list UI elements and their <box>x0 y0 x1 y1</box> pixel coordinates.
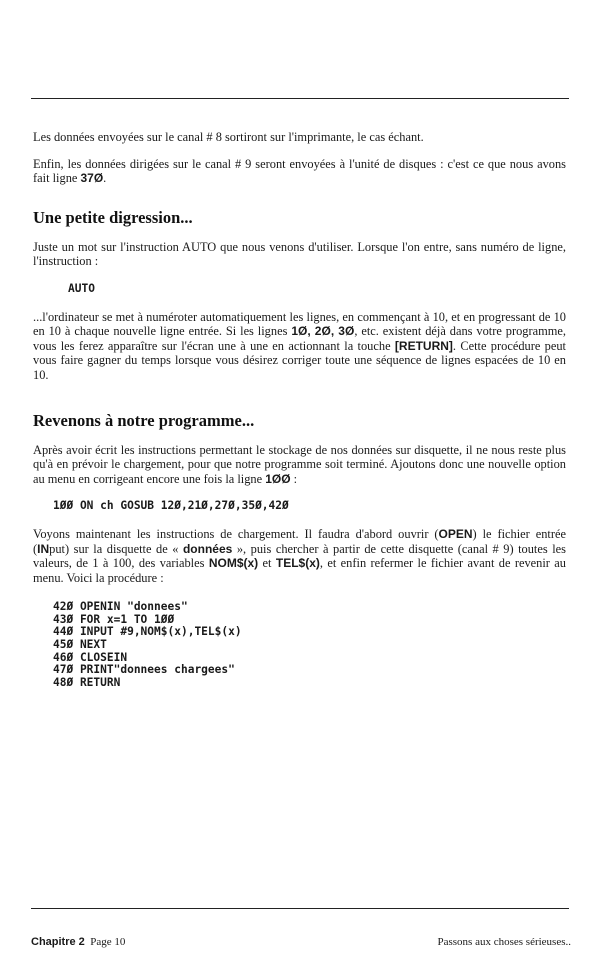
bottom-rule <box>31 908 569 909</box>
paragraph-auto-explain <box>33 310 566 383</box>
footer-left <box>31 936 125 948</box>
p6-donnees: données <box>182 541 233 556</box>
p6-in: IN <box>37 541 50 556</box>
p2-line-number: 37Ø <box>80 171 104 186</box>
code-auto: AUTO <box>68 281 95 295</box>
heading-digression: Une petite digression... <box>33 207 193 227</box>
p5-text-a: Après avoir écrit les instructions permettant le stockage de nos données sur disquette, il ne nous reste plus qu'à en prévoir le chargement, pour que notre programme soit terminé. Ajoutons donc une nouvelle option au menu en corrigeant encore une fois la ligne <box>33 442 566 486</box>
p5-text-b: : <box>290 471 298 486</box>
page-body <box>33 130 566 689</box>
p2-text: Enfin, les données dirigées sur le canal # 9 seront envoyées à l'unité de disques : c'est ce que nous avons fait ligne <box>33 156 566 186</box>
p6-text-c: put) sur la disquette de « <box>49 541 183 556</box>
p5-line-number: 1ØØ <box>265 471 291 486</box>
paragraph-canal-9 <box>33 157 566 186</box>
paragraph-auto-intro: Juste un mot sur l'instruction AUTO que nous venons d'utiliser. Lorsque l'on entre, sans numéro de ligne, l'instruction : <box>33 239 566 269</box>
top-rule <box>31 98 569 99</box>
p4-return-key: [RETURN] <box>394 338 453 353</box>
paragraph-menu-option <box>33 443 566 487</box>
p6-noms-var: NOM$(x) <box>208 556 259 571</box>
footer-title: Passons aux choses sérieuses.. <box>437 936 571 948</box>
p6-text-a: Voyons maintenant les instructions de chargement. Il faudra d'abord ouvrir ( <box>33 526 439 541</box>
code-load-procedure: 42Ø OPENIN "donnees" 43Ø FOR x=1 TO 1ØØ 44Ø INPUT #9,NOM$(x),TEL$(x) 45Ø NEXT 46Ø CLOSEIN 47Ø PRINT"donnees chargees" 48Ø RETURN <box>53 600 242 689</box>
p4-text-c: . Cette procédure peut vous faire gagner du temps lorsque vous désirez corriger toute une séquence de lignes espacées de 10 en 10. <box>33 338 566 382</box>
p6-open: OPEN <box>438 526 473 541</box>
footer-page: Page 10 <box>90 936 126 948</box>
p2-end: . <box>103 171 107 186</box>
p6-text-b: ) le fichier entrée ( <box>33 526 566 556</box>
paragraph-chargement <box>33 527 566 585</box>
p4-line-numbers: 1Ø, 2Ø, 3Ø <box>291 324 355 339</box>
heading-programme: Revenons à notre programme... <box>33 410 255 430</box>
code-on-gosub: 1ØØ ON ch GOSUB 12Ø,21Ø,27Ø,35Ø,42Ø <box>53 499 289 513</box>
p6-text-f: , et enfin refermer le fichier avant de revenir au menu. Voici la procédure : <box>33 556 566 585</box>
p4-text-a: ...l'ordinateur se met à numéroter automatiquement les lignes, en commençant à 10, et en progressant de 10 en 10 à chaque nouvelle ligne entrée. Si les lignes <box>33 309 566 339</box>
paragraph-canal-8: Les données envoyées sur le canal # 8 sortiront sur l'imprimante, le cas échant. <box>33 130 424 144</box>
p6-tel-var: TEL$(x) <box>275 556 320 571</box>
p6-text-d: », puis chercher à partir de cette disquette (canal # 9) toutes les valeurs, de 1 à 100, des variables <box>33 541 566 571</box>
p4-text-b: , etc. existent déjà dans votre programme, vous les ferez apparaître sur l'écran une à une en actionnant la touche <box>33 324 566 353</box>
footer-chapter: Chapitre 2 <box>31 936 85 948</box>
p6-text-e: et <box>258 556 276 571</box>
